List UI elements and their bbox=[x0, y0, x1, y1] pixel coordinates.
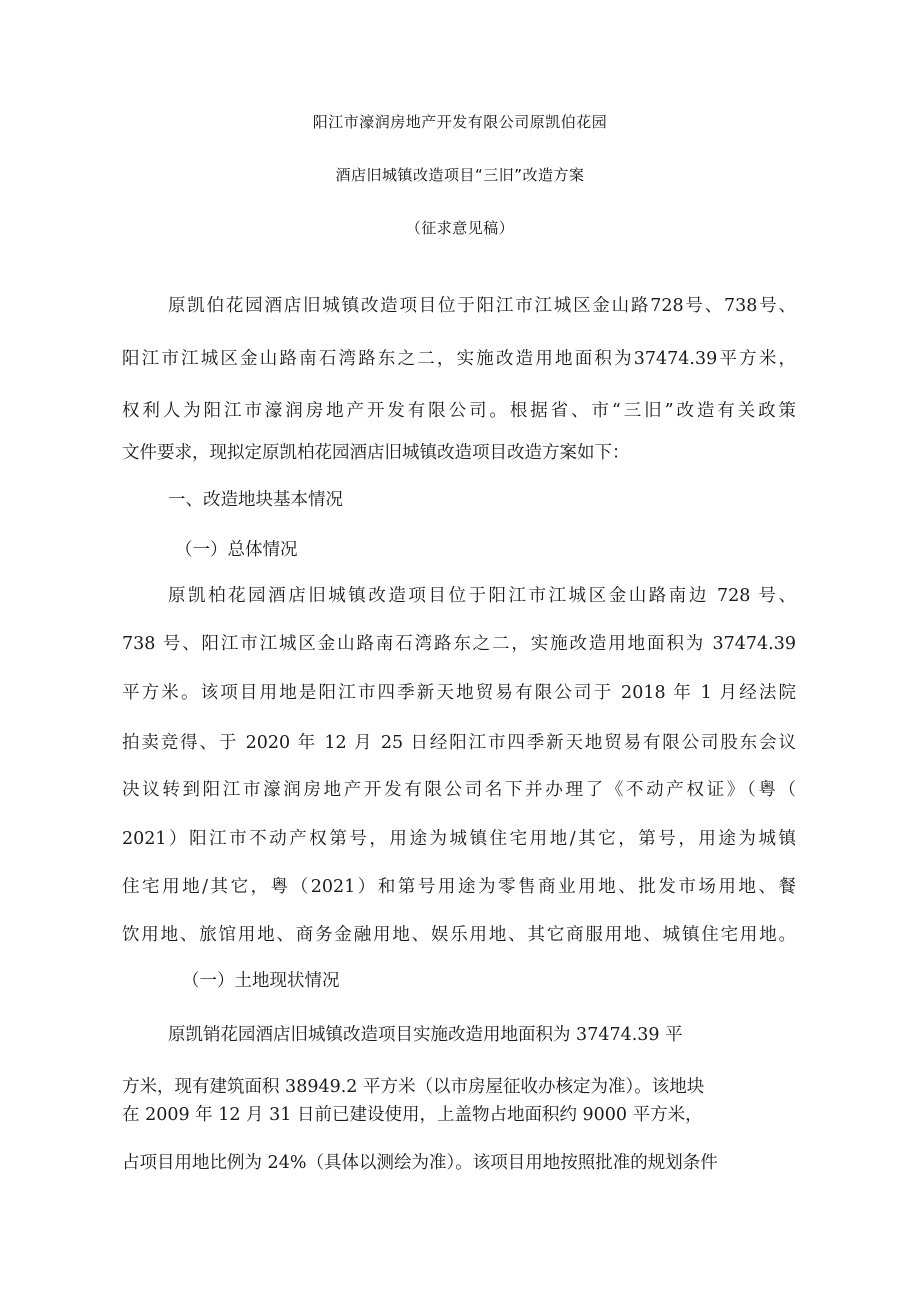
paragraph-2-line-4: 拍卖竞得、于 2020 年 12 月 25 日经阳江市四季新天地贸易有限公司股东会议 bbox=[122, 733, 796, 753]
title-line-3: （征求意见稿） bbox=[405, 219, 515, 237]
paragraph-2-line-8: 饮用地、旅馆用地、商务金融用地、娱乐用地、其它商服用地、城镇住宅用地。 bbox=[122, 925, 796, 945]
paragraph-2-line-3: 平方米。该项目用地是阳江市四季新天地贸易有限公司于 2018 年 1 月经法院 bbox=[122, 683, 796, 703]
title-line-2: 酒店旧城镇改造项目“三旧”改造方案 bbox=[335, 166, 585, 184]
paragraph-1-line-3: 权利人为阳江市濠润房地产开发有限公司。根据省、市“三旧”改造有关政策 bbox=[122, 401, 796, 421]
paragraph-3-line-4: 占项目用地比例为 24%（具体以测绘为准）。该项目用地按照批准的规划条件 bbox=[122, 1153, 718, 1173]
paragraph-2-line-7: 住宅用地/其它，粤（2021）和第号用途为零售商业用地、批发市场用地、餐 bbox=[122, 877, 796, 897]
paragraph-3-line-2: 方米，现有建筑面积 38949.2 平方米（以市房屋征收办核定为准）。该地块 bbox=[122, 1077, 705, 1097]
subsection-heading-overview: （一）总体情况 bbox=[175, 540, 298, 560]
title-line-1: 阳江市濠润房地产开发有限公司原凯伯花园 bbox=[312, 113, 608, 131]
section-heading-1: 一、改造地块基本情况 bbox=[168, 490, 343, 510]
paragraph-1-line-4: 文件要求，现拟定原凯柏花园酒店旧城镇改造项目改造方案如下： bbox=[122, 443, 630, 463]
paragraph-2-line-2: 738 号、阳江市江城区金山路南石湾路东之二，实施改造用地面积为 37474.39 bbox=[122, 634, 796, 654]
paragraph-3-line-1: 原凯销花园酒店旧城镇改造项目实施改造用地面积为 37474.39 平 bbox=[168, 1025, 683, 1045]
paragraph-3-line-3: 在 2009 年 12 月 31 日前已建设使用，上盖物占地面积约 9000 平方米， bbox=[122, 1105, 703, 1125]
paragraph-1-line-1: 原凯伯花园酒店旧城镇改造项目位于阳江市江城区金山路728号、738号、 bbox=[168, 296, 796, 316]
paragraph-2-line-5: 决议转到阳江市濠润房地产开发有限公司名下并办理了《不动产权证》（粤（ bbox=[122, 780, 796, 800]
paragraph-2-line-6: 2021）阳江市不动产权第号，用途为城镇住宅用地/其它，第号，用途为城镇 bbox=[122, 829, 796, 849]
paragraph-1-line-2: 阳江市江城区金山路南石湾路东之二，实施改造用地面积为37474.39平方米， bbox=[122, 349, 796, 369]
paragraph-2-line-1: 原凯柏花园酒店旧城镇改造项目位于阳江市江城区金山路南边 728 号、 bbox=[168, 586, 796, 606]
subsection-heading-land-status: （一）土地现状情况 bbox=[182, 971, 340, 991]
document-title bbox=[0, 96, 920, 255]
